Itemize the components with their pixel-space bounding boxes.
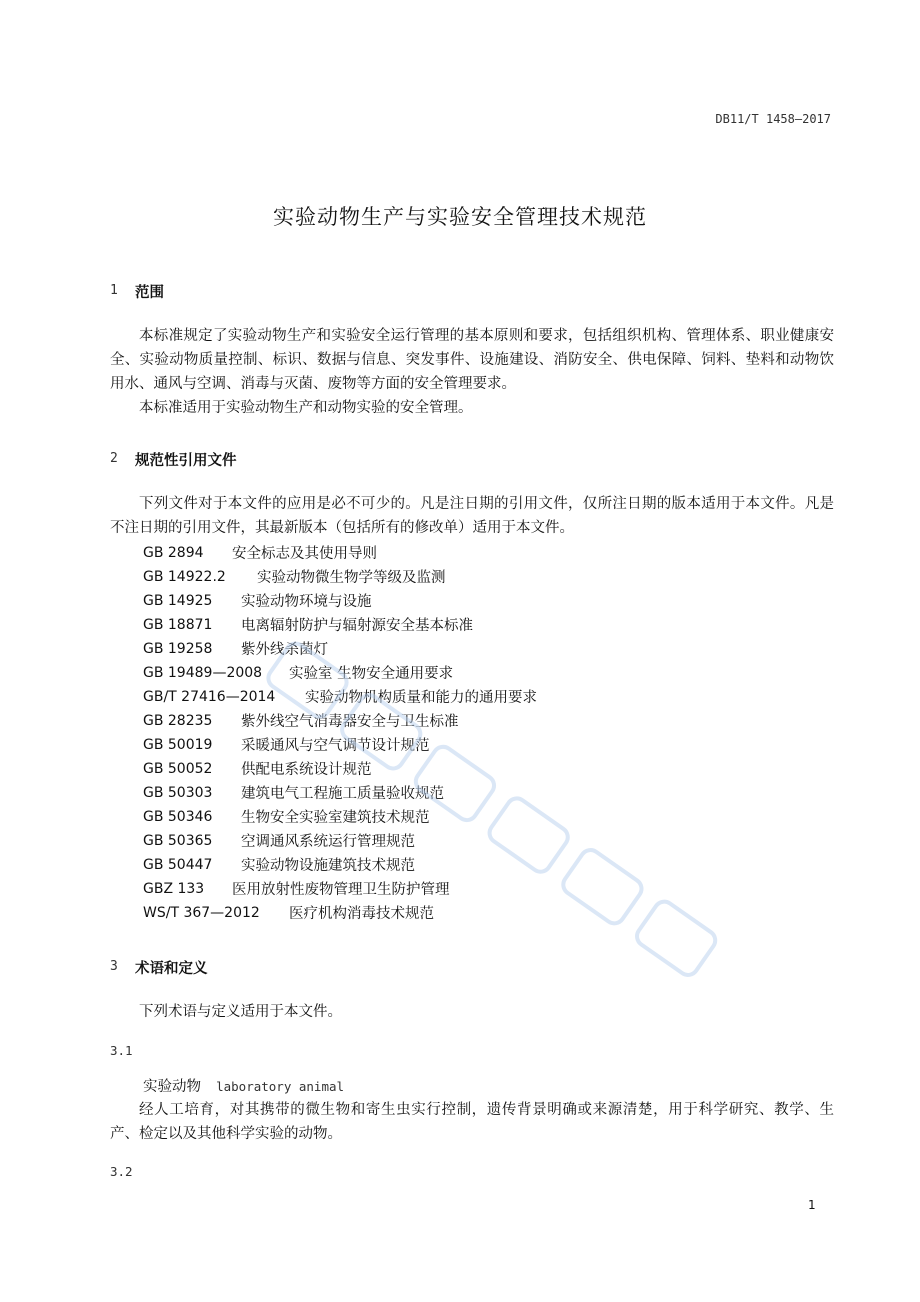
reference-title: 安全标志及其使用导则 xyxy=(232,546,377,562)
paragraph-scope-main: 本标准规定了实验动物生产和实验安全运行管理的基本原则和要求，包括组织机构、管理体系、职业健康安全、实验动物质量控制、标识、数据与信息、突发事件、设施建设、消防安全、供电保障、饲料、垫料和动物饮用水、通风与空调、消毒与灭菌、废物等方面的安全管理要求。 xyxy=(110,328,834,392)
section-title-terms: 术语和定义 xyxy=(135,961,208,977)
paragraph-references-intro: 下列文件对于本文件的应用是必不可少的。凡是注日期的引用文件，仅所注日期的版本适用于本文件。凡是不注日期的引用文件，其最新版本（包括所有的修改单）适用于本文件。 xyxy=(110,496,834,536)
reference-item xyxy=(143,590,212,609)
reference-code: GB 50052 xyxy=(143,761,213,777)
reference-code: GB 50447 xyxy=(143,857,213,873)
paragraph-scope-applicability: 本标准适用于实验动物生产和动物实验的安全管理。 xyxy=(139,400,473,416)
reference-title: 实验动物微生物学等级及监测 xyxy=(257,570,446,586)
reference-title: 实验动物环境与设施 xyxy=(241,594,372,610)
reference-title: 紫外线空气消毒器安全与卫生标准 xyxy=(241,714,459,730)
reference-code: WS/T 367—2012 xyxy=(143,905,260,921)
reference-title: 采暖通风与空气调节设计规范 xyxy=(241,738,430,754)
reference-code: GB 50346 xyxy=(143,809,213,825)
reference-item xyxy=(143,662,262,681)
reference-title: 实验室 生物安全通用要求 xyxy=(289,666,454,682)
reference-item xyxy=(143,734,212,753)
reference-item xyxy=(143,614,212,633)
reference-code: GB/T 27416—2014 xyxy=(143,689,276,705)
reference-item xyxy=(143,638,212,657)
clause-number: 3.2 xyxy=(110,1164,133,1179)
document-title: 实验动物生产与实验安全管理技术规范 xyxy=(273,205,647,229)
section-title-normative-references: 规范性引用文件 xyxy=(135,453,237,469)
reference-item xyxy=(143,710,212,729)
reference-title: 医用放射性废物管理卫生防护管理 xyxy=(232,882,450,898)
term-heading xyxy=(143,1075,344,1096)
reference-code: GB 14922.2 xyxy=(143,569,226,585)
clause-number: 3.1 xyxy=(110,1043,133,1058)
term-english: laboratory animal xyxy=(216,1079,345,1094)
reference-item xyxy=(143,566,226,585)
reference-code: GBZ 133 xyxy=(143,881,205,897)
reference-code: GB 18871 xyxy=(143,617,213,633)
reference-title: 供配电系统设计规范 xyxy=(241,762,372,778)
term-chinese: 实验动物 xyxy=(143,1079,201,1095)
section-number: 2 xyxy=(110,451,118,466)
reference-code: GB 50303 xyxy=(143,785,213,801)
reference-code: GB 28235 xyxy=(143,713,213,729)
section-number: 3 xyxy=(110,959,118,974)
reference-title: 空调通风系统运行管理规范 xyxy=(241,834,415,850)
reference-title: 实验动物机构质量和能力的通用要求 xyxy=(305,690,537,706)
reference-item xyxy=(143,830,212,849)
term-definition: 经人工培育，对其携带的微生物和寄生虫实行控制，遗传背景明确或来源清楚，用于科学研究、教学、生产、检定以及其他科学实验的动物。 xyxy=(110,1102,834,1142)
reference-code: GB 19489—2008 xyxy=(143,665,263,681)
reference-title: 实验动物设施建筑技术规范 xyxy=(241,858,415,874)
reference-item xyxy=(143,542,204,561)
reference-item xyxy=(143,686,275,705)
reference-item xyxy=(143,854,212,873)
reference-code: GB 19258 xyxy=(143,641,213,657)
reference-item xyxy=(143,782,212,801)
document-code: DB11/T 1458—2017 xyxy=(715,112,831,126)
reference-title: 建筑电气工程施工质量验收规范 xyxy=(241,786,444,802)
reference-code: GB 50019 xyxy=(143,737,213,753)
section-title-scope: 范围 xyxy=(135,285,164,301)
reference-code: GB 2894 xyxy=(143,545,204,561)
section-number: 1 xyxy=(110,283,118,298)
paragraph-terms-intro: 下列术语与定义适用于本文件。 xyxy=(139,1004,342,1020)
reference-title: 医疗机构消毒技术规范 xyxy=(289,906,434,922)
reference-code: GB 14925 xyxy=(143,593,213,609)
reference-item xyxy=(143,758,212,777)
reference-item xyxy=(143,902,260,921)
reference-title: 生物安全实验室建筑技术规范 xyxy=(241,810,430,826)
page-number: 1 xyxy=(808,1198,816,1212)
reference-title: 紫外线杀菌灯 xyxy=(241,642,328,658)
reference-item xyxy=(143,806,212,825)
reference-item xyxy=(143,878,204,897)
reference-code: GB 50365 xyxy=(143,833,213,849)
reference-title: 电离辐射防护与辐射源安全基本标准 xyxy=(241,618,473,634)
